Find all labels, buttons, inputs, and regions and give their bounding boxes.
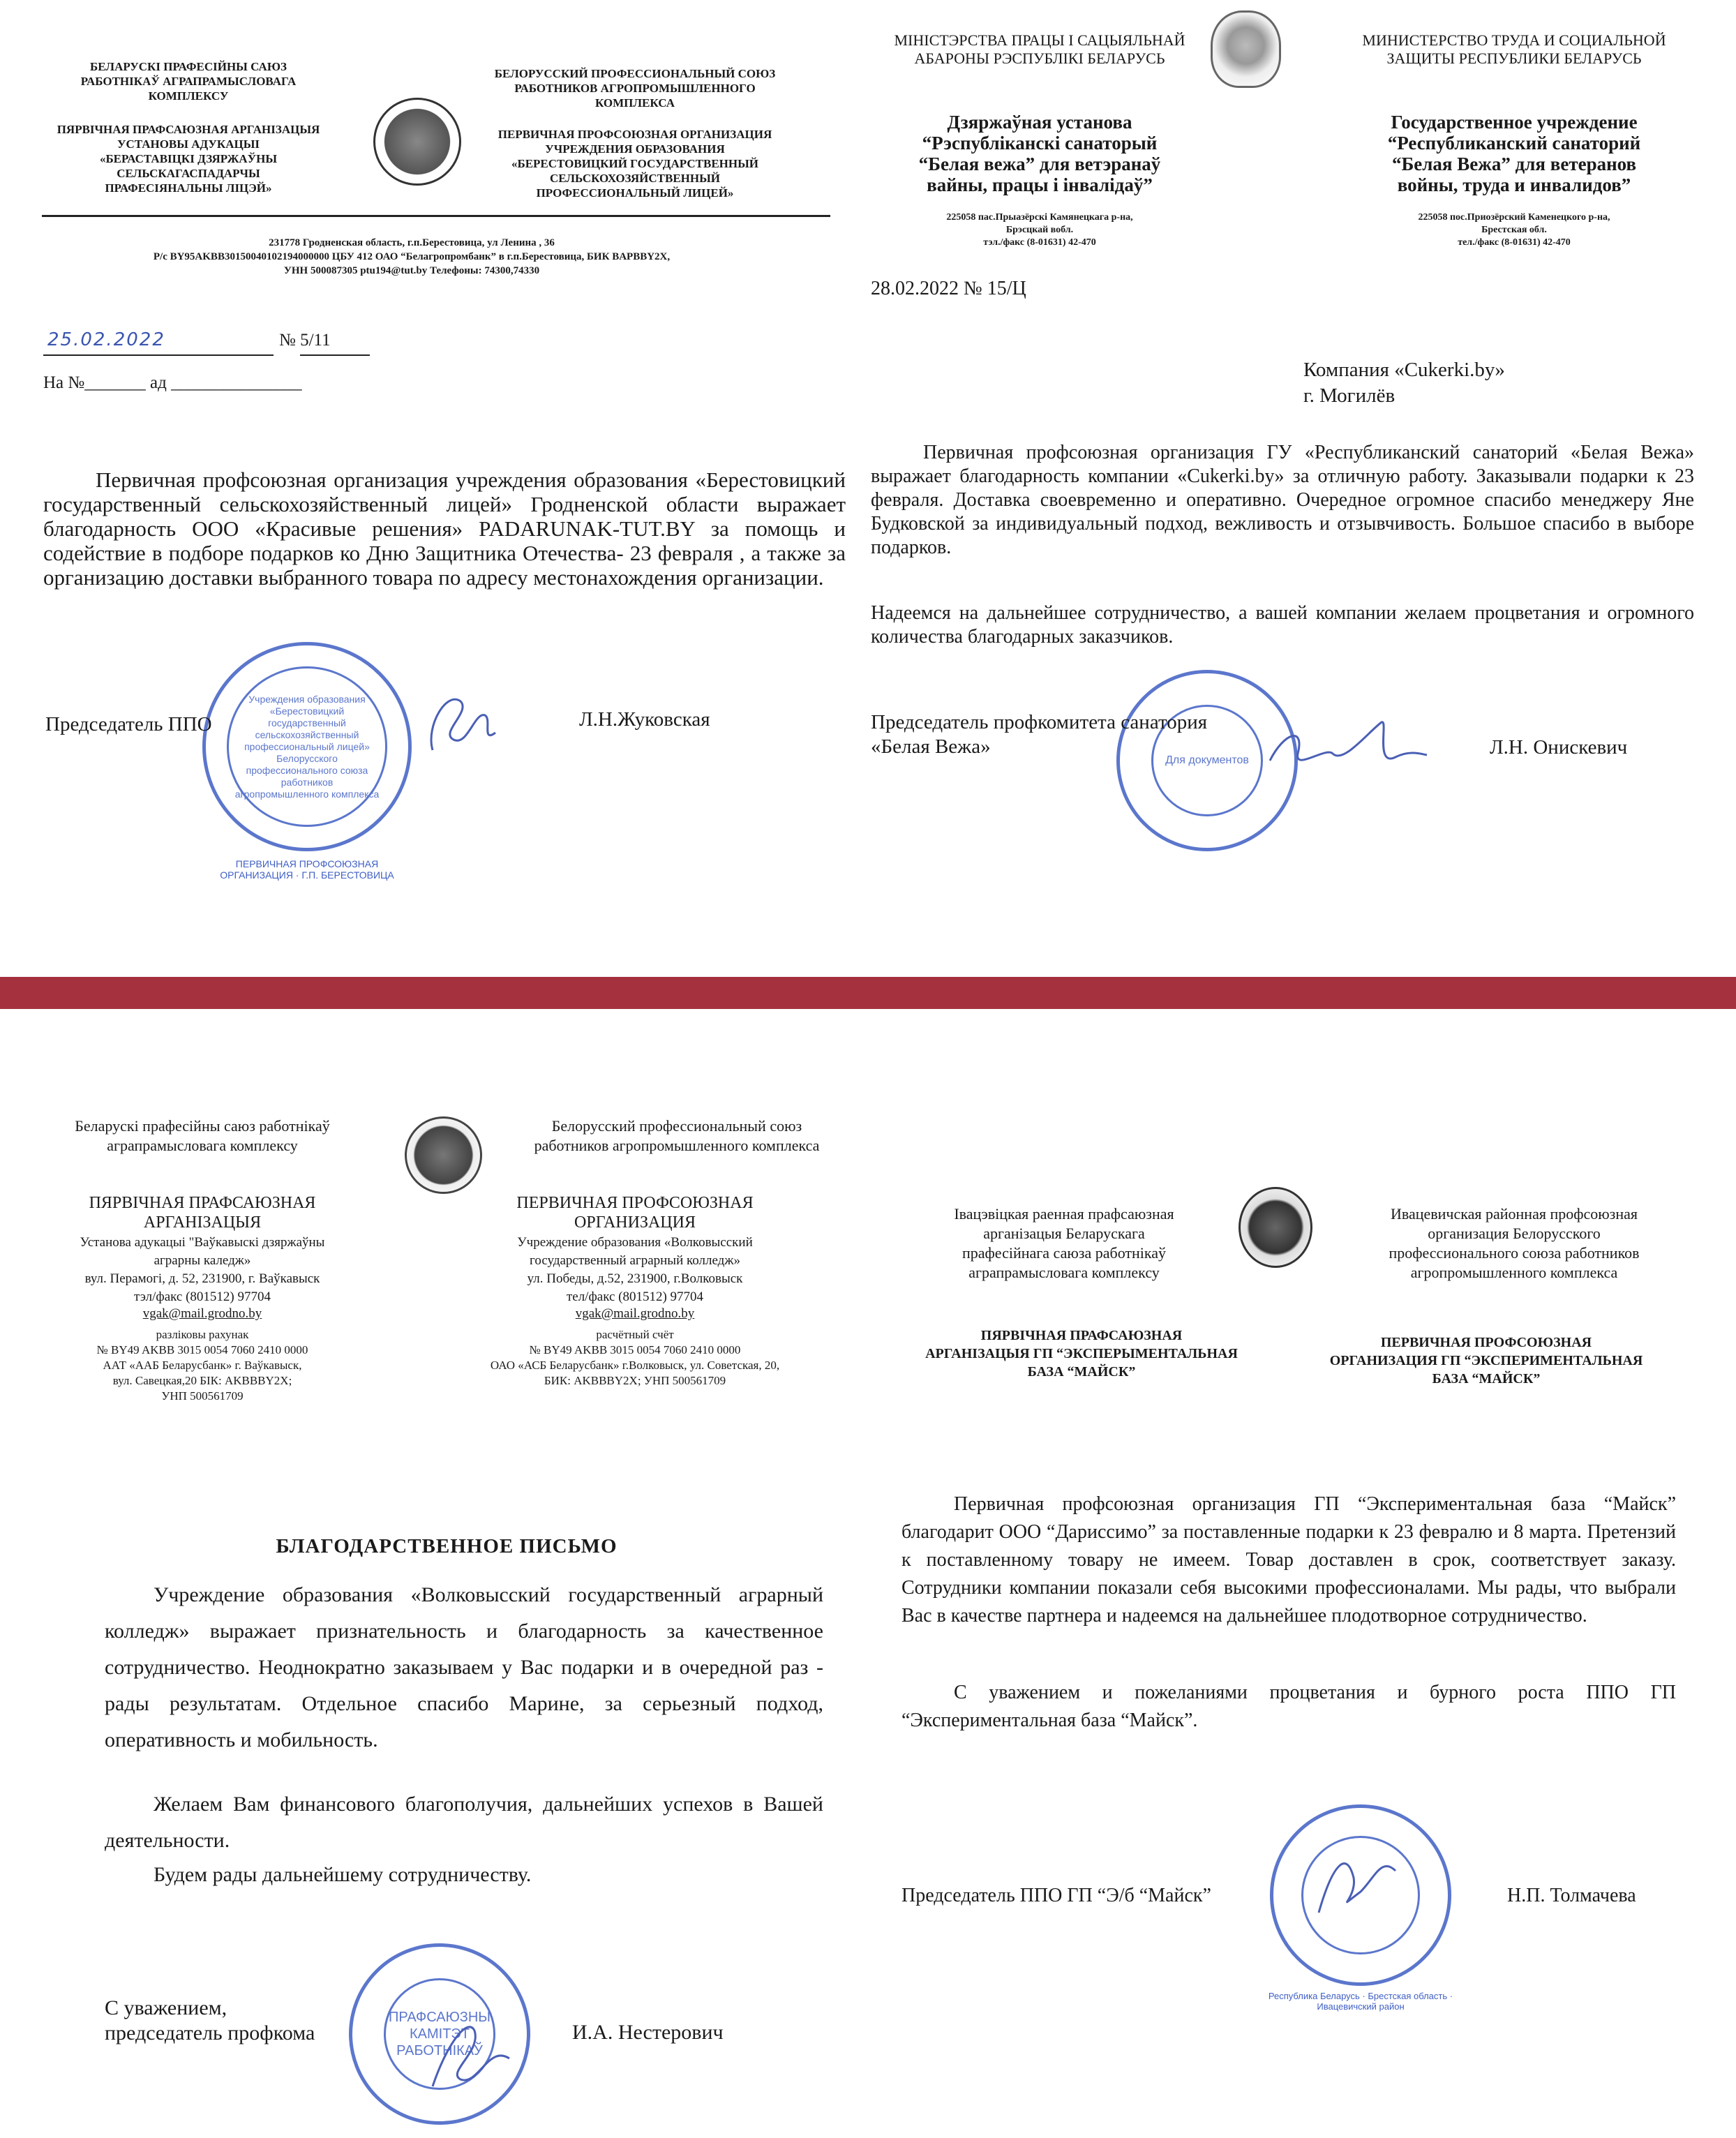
- l1-union-logo: [373, 98, 461, 186]
- l3-signer-name: И.А. Нестерович: [572, 2021, 724, 2044]
- l3-bank-left: разліковы рахунак № BY49 AKBB 3015 0054 7060 2410 0000 ААТ «ААБ Беларусбанк» г. Ваўкавыск, вул. Савецкая,20 БІК: AKBBBY2X; УНП 500561709: [96, 1328, 308, 1403]
- l4-stamp-ring-text: Республика Беларусь · Брестская область · Ивацевичский район: [1268, 1991, 1453, 2012]
- l3-paragraph-2: Желаем Вам финансового благополучия, дальнейших успехов в Вашей деятельности.: [105, 1793, 823, 1852]
- l3-signer-role: С уважением, председатель профкома: [105, 1996, 315, 2044]
- l3-header-left: Беларускі прафесійны саюз работнікаў аграпрамысловага комплексу: [75, 1117, 330, 1154]
- l2-body-1: Первичная профсоюзная организация ГУ «Республиканский санаторий «Белая Вежа» выражает благодарность компании «Cukerki.by» за отличную работу. Заказывали подарки к 23 февраля. Доставка своевременно и оперативно. Очередное огромное спасибо менеджеру Яне Будковской за индивидуальный подход, вежливость и отзывчивость. Большое спасибо в выборе подарков.: [871, 442, 1694, 558]
- l2-stamp: Для документов: [1116, 670, 1298, 851]
- l3-paragraph-1: Учреждение образования «Волковысский государственный аграрный колледж» выражает признательность и благодарность за качественное сотрудничество. Неоднократно заказываем у Вас подарки и в очередной раз - рады результатам. Отдельное спасибо Марине, за серьезный подход, оперативность и мобильность.: [105, 1583, 823, 1751]
- l4-header-left: Івацэвіцкая раенная прафсаюзная арганізацыя Беларускага прафесійнага саюза работнікаў аграпрамысловага комплексу: [954, 1205, 1174, 1281]
- l3-org-left-title: ПЯРВІЧНАЯ ПРАФСАЮЗНАЯ АРГАНІЗАЦЫЯ: [89, 1194, 316, 1232]
- letter-berestovitsa: [0, 0, 858, 970]
- l3-email-left: vgak@mail.grodno.by: [142, 1306, 262, 1321]
- l3-union-logo: [405, 1116, 482, 1194]
- letter-belaya-vezha: [858, 0, 1736, 970]
- l3-signature: [412, 2003, 523, 2100]
- l4-paragraph-1: Первичная профсоюзная организация ГП “Экспериментальная база “Майск” благодарит ООО “Дариссимо” за поставленные подарки к 23 февралю и 8 марта. Претензий к поставленному товару не имеем. Товар доставлен в срок, соответствует заказу. Сотрудники компании показали себя высокими профессионалами. Мы рады, что выбрали Вас в качестве партнера и надеемся на дальнейшее плодотворное сотрудничество.: [901, 1493, 1676, 1627]
- l3-stamp: ПРАФСАЮЗНЫ КАМІТЭТ РАБОТНІКАЎ: [349, 1943, 530, 2125]
- l2-ministry-ru: МИНИСТЕРСТВО ТРУДА И СОЦИАЛЬНОЙ ЗАЩИТЫ РЕСПУБЛИКИ БЕЛАРУСЬ: [1362, 31, 1666, 67]
- l1-stamp: Учреждения образования «Берестовицкий государственный сельскохозяйственный профессиональный лицей» Белорусского профессионального союза работников агропромышленного комплекса: [202, 642, 412, 851]
- l3-email-right: vgak@mail.grodno.by: [575, 1306, 695, 1321]
- letter-volkovysk: [35, 1096, 858, 2138]
- l2-org-ru: Государственное учреждение “Республиканский санаторий “Белая Вежа” для ветеранов войны, труда и инвалидов”: [1387, 112, 1641, 195]
- l1-body: Первичная профсоюзная организация учреждения образования «Берестовицкий государственный сельскохозяйственный лицей» Гродненской области выражает благодарность ООО «Красивые решения» PADARUNAK-TUT.BY за помощь и содействие в подборе подарков ко Дню Защитника Отечества- 23 февраля , а также за организацию доставки выбранного товара по адресу местонахождения организации.: [43, 468, 846, 590]
- l1-date-line: [43, 354, 274, 356]
- l2-coat-of-arms-icon: [1211, 10, 1281, 88]
- l2-org-by: Дзяржаўная установа “Рэспубліканскі санаторый “Белая вежа” для ветэранаў вайны, працы і інвалідаў”: [918, 112, 1161, 195]
- l2-signer-name: Л.Н. Онискевич: [1490, 736, 1628, 758]
- l3-org-left: Установа адукацыі "Ваўкавыскі дзяржаўны аграрны каледж» вул. Перамогі, д. 52, 231900, г. Ваўкавыск тэл/факс (801512) 97704: [80, 1235, 325, 1304]
- l1-header-left-org-by: ПЯРВІЧНАЯ ПРАФСАЮЗНАЯ АРГАНІЗАЦЫЯ УСТАНОВЫ АДУКАЦЫІ «БЕРАСТАВІЦКІ ДЗЯРЖАЎНЫ СЕЛЬСКАГАСПАДАРЧЫ ПРАФЕСІЯНАЛЬНЫ ЛІЦЭЙ»: [57, 123, 320, 195]
- l4-signature: [1305, 1836, 1409, 1927]
- l2-signature: [1263, 705, 1430, 782]
- l1-header-rule: [42, 215, 830, 217]
- l3-paragraph-3: Будем рады дальнейшему сотрудничеству.: [154, 1863, 532, 1886]
- l2-address-ru: 225058 пос.Приозёрский Каменецкого р-на, Брестская обл. тел./факс (8-01631) 42-470: [1418, 212, 1610, 248]
- l1-reference: На №_______ ад _______________: [43, 373, 302, 392]
- l1-address: 231778 Гродненская область, г.п.Берестовица, ул Ленина , 36 Р/с BY95AKBB30150040102194000000 ЦБУ 412 ОАО “Белагропромбанк” в г.п.Берестовица, БИК BAPBBY2X, УНН 500087305 ptu194@tut.by Телефоны: 74300,74330: [153, 237, 671, 276]
- gap-right: [858, 1009, 1736, 1096]
- l4-union-logo: [1239, 1187, 1312, 1268]
- letter-maisk: [858, 1096, 1736, 2138]
- l2-address-by: 225058 пас.Прыазёрскі Камянецкага р-на, Брэсцкай вобл. тэл./факс (8-01631) 42-470: [946, 212, 1133, 248]
- l2-body-2: Надеемся на дальнейшее сотрудничество, а вашей компании желаем процветания и огромного количества благодарных заказчиков.: [871, 602, 1694, 648]
- l1-header-right-ru: БЕЛОРУССКИЙ ПРОФЕССИОНАЛЬНЫЙ СОЮЗ РАБОТНИКОВ АГРОПРОМЫШЛЕННОГО КОМПЛЕКСА: [494, 67, 776, 110]
- l4-header-right: Ивацевичская районная профсоюзная организация Белорусского профессионального союза работников агропромышленного комплекса: [1389, 1205, 1640, 1281]
- l4-paragraph-2: С уважением и пожеланиями процветания и бурного роста ППО ГП “Экспериментальная база “Майск”.: [901, 1682, 1676, 1731]
- l3-org-right-title: ПЕРВИЧНАЯ ПРОФСОЮЗНАЯ ОРГАНИЗАЦИЯ: [516, 1194, 754, 1232]
- l1-header-left-by: БЕЛАРУСКІ ПРАФЕСІЙНЫ САЮЗ РАБОТНІКАЎ АГРАПРАМЫСЛОВАГА КОМПЛЕКСУ: [80, 60, 297, 103]
- l2-ministry-by: МІНІСТЭРСТВА ПРАЦЫ І САЦЫЯЛЬНАЙ АБАРОНЫ РЭСПУБЛІКІ БЕЛАРУСЬ: [894, 31, 1185, 67]
- l4-signer-role: Председатель ППО ГП “Э/б “Майск”: [901, 1885, 1211, 1906]
- l1-number: № 5/11: [279, 331, 331, 350]
- divider-bar: [0, 977, 1736, 1009]
- l2-date-number: 28.02.2022 № 15/Ц: [871, 278, 1026, 299]
- l1-number-line: [300, 354, 370, 356]
- l4-signer-name: Н.П. Толмачева: [1507, 1885, 1636, 1906]
- l1-stamp-ring-text: ПЕРВИЧНАЯ ПРОФСОЮЗНАЯ ОРГАНИЗАЦИЯ · Г.П. БЕРЕСТОВИЦА: [220, 858, 394, 881]
- l3-header-right: Белорусский профессиональный союз работников агропромышленного комплекса: [534, 1117, 820, 1154]
- l3-org-right: Учреждение образования «Волковысский государственный аграрный колледж» ул. Победы, д.52, 231900, г.Волковыск тел/факс (801512) 97704: [517, 1235, 753, 1304]
- l2-recipient: Компания «Cukerki.by» г. Могилёв: [1303, 359, 1505, 407]
- l1-signer-role: Председатель ППО: [45, 713, 212, 735]
- l1-date: 25.02.2022: [47, 329, 165, 350]
- l3-bank-right: расчётный счёт № BY49 AKBB 3015 0054 7060 2410 0000 ОАО «АСБ Беларусбанк» г.Волковыск, ул. Советская, 20, БИК: AKBBBY2X; УНП 500561709: [490, 1328, 780, 1387]
- l2-signer-role: Председатель профкомитета санатория «Белая Вежа»: [871, 711, 1208, 758]
- l1-signer-name: Л.Н.Жуковская: [579, 708, 710, 731]
- l1-header-right-org-ru: ПЕРВИЧНАЯ ПРОФСОЮЗНАЯ ОРГАНИЗАЦИЯ УЧРЕЖДЕНИЯ ОБРАЗОВАНИЯ «БЕРЕСТОВИЦКИЙ ГОСУДАРСТВЕННЫЙ СЕЛЬСКОХОЗЯЙСТВЕННЫЙ ПРОФЕССИОНАЛЬНЫЙ ЛИЦЕЙ»: [497, 128, 772, 200]
- l3-title: БЛАГОДАРСТВЕННОЕ ПИСЬМО: [276, 1535, 618, 1557]
- l4-org-right: ПЕРВИЧНАЯ ПРОФСОЮЗНАЯ ОРГАНИЗАЦИЯ ГП “ЭКСПЕРИМЕНТАЛЬНАЯ БАЗА “МАЙСК”: [1329, 1335, 1643, 1386]
- l1-signature: [419, 684, 502, 761]
- l4-org-left: ПЯРВІЧНАЯ ПРАФСАЮЗНАЯ АРГАНІЗАЦЫЯ ГП “ЭКСПЕРЫМЕНТАЛЬНАЯ БАЗА “МАЙСК”: [925, 1328, 1238, 1380]
